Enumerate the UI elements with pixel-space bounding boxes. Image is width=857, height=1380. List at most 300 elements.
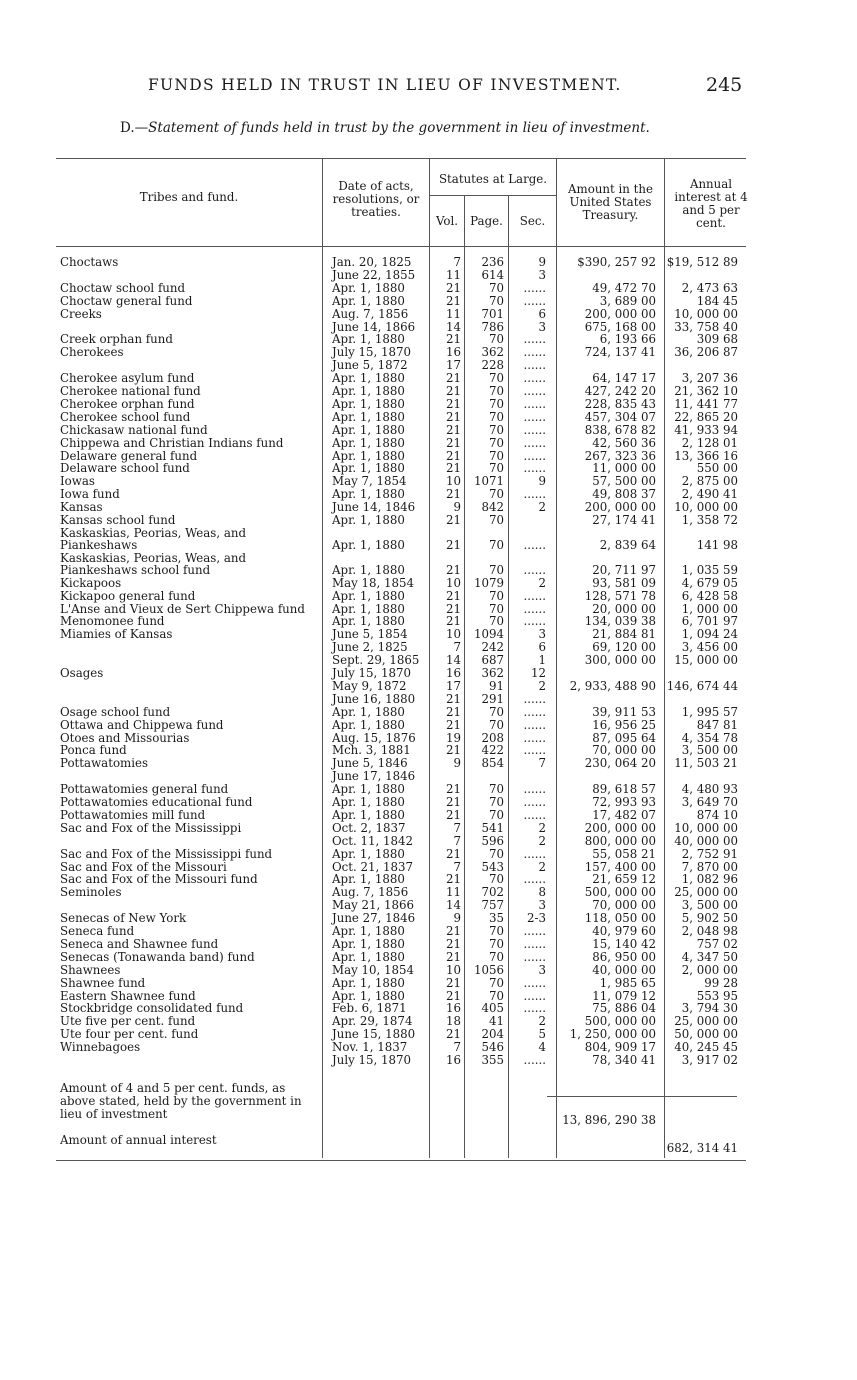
amount-cell: 89, 618 57 [592,782,656,797]
page-cell: 228 [481,358,504,373]
page-cell: 70 [488,537,504,552]
date-cell: June 14, 1846 [332,500,416,515]
vol-cell: 21 [445,936,461,951]
interest-cell: 15, 000 00 [674,653,738,668]
table-row [0,809,857,822]
vol-cell: 16 [445,1001,461,1016]
page-cell: 757 [481,898,504,913]
date-cell: July 15, 1870 [332,1053,412,1067]
amount-cell: 75, 886 04 [592,1001,656,1016]
date-cell: June 17, 1846 [332,769,416,784]
sec-cell: ...... [523,384,546,398]
amount-cell: 49, 472 70 [592,280,656,295]
date-cell: June 5, 1846 [332,756,408,771]
page-cell: 70 [488,795,504,809]
tribe-cell: Seminoles [60,886,122,900]
date-cell: June 16, 1880 [332,691,416,706]
table-row [0,269,857,282]
date-cell: Oct. 11, 1842 [332,833,414,848]
vol-cell: 21 [445,293,461,308]
vol-cell: 7 [453,820,461,835]
sec-cell: ...... [523,487,546,502]
tribe-cell: Senecas of New York [60,912,187,926]
date-cell: Apr. 1, 1880 [332,537,405,552]
tribe-cell: Sac and Fox of the Mississippi fund [60,847,273,861]
col-header-vol: Vol. [435,214,459,228]
table-title-prefix: D.— [120,120,149,136]
page-cell: 1094 [473,627,504,642]
interest-cell: 553 95 [696,988,738,1003]
vol-cell: 10 [445,474,461,489]
tribe-cell: Kickapoos [60,576,122,590]
sec-cell: 2 [538,500,546,515]
amount-cell: 230, 064 20 [584,756,656,771]
tribe-cell: Otoes and Missourias [60,731,190,745]
page-cell: 70 [488,807,504,822]
page-cell: 70 [488,924,504,938]
tribe-cell: Pottawatomies mill fund [60,808,206,822]
sec-cell: 2 [538,820,546,835]
vol-cell: 11 [445,306,461,321]
tribe-cell: Senecas (Tonawanda band) fund [60,950,255,964]
page-cell: 91 [488,678,504,693]
sec-cell: 12 [530,666,546,680]
date-cell: Apr. 1, 1880 [332,371,405,386]
amount-cell: 42, 560 36 [592,435,656,450]
interest-cell: 2, 128 01 [681,435,738,450]
date-cell: Apr. 1, 1880 [332,717,405,732]
total-amount-label: Amount of 4 and 5 per cent. funds, as above stated, held by the government in lieu of investment [60,1082,302,1121]
amount-cell: 27, 174 41 [592,513,656,527]
page-cell: 355 [481,1053,504,1067]
page-cell: 70 [488,949,504,964]
amount-cell: 724, 137 41 [584,345,656,360]
vol-cell: 10 [445,575,461,590]
page-cell: 204 [481,1027,504,1042]
vol-cell: 21 [445,743,461,758]
table-row [0,437,857,450]
sec-cell: ...... [523,345,546,360]
table-row [0,398,857,411]
date-cell: Apr. 1, 1880 [332,384,405,398]
header-bottom-rule [56,246,746,247]
table-row [0,757,857,770]
vol-cell: 7 [453,255,461,269]
page-cell: 70 [488,872,504,887]
page-cell: 70 [488,588,504,603]
page-cell: 70 [488,448,504,463]
date-cell: Apr. 1, 1880 [332,396,405,411]
table-row [0,424,857,437]
total-interest-label: Amount of annual interest [60,1134,217,1147]
date-cell: June 2, 1825 [332,640,408,655]
page-cell: 70 [488,396,504,411]
tribe-cell: Creek orphan fund [60,333,173,347]
sec-cell: ...... [523,562,546,577]
tribe-cell: Choctaw school fund [60,281,186,295]
interest-cell: 1, 035 59 [681,562,738,577]
sec-cell: ...... [523,846,546,861]
tribe-cell: Kansas [60,501,103,515]
page-cell: 70 [488,562,504,577]
sec-cell: 2 [538,833,546,848]
table-row [0,514,857,527]
table-row [0,977,857,990]
page-cell: 70 [488,614,504,629]
interest-cell: 847 81 [696,717,738,732]
amount-cell: 11, 079 12 [592,988,656,1003]
table-row [0,256,857,269]
page-cell: 362 [481,666,504,680]
date-cell: Apr. 1, 1880 [332,461,405,476]
amount-cell: 16, 956 25 [592,717,656,732]
amount-cell: 2, 933, 488 90 [569,678,656,693]
page-cell: 70 [488,409,504,424]
page-cell: 70 [488,846,504,861]
date-cell: Apr. 1, 1880 [332,795,405,809]
page-cell: 41 [488,1014,504,1029]
page-cell: 687 [481,653,504,668]
page-cell: 70 [488,513,504,527]
table-row [0,835,857,848]
sec-cell: ...... [523,601,546,616]
interest-cell: 141 98 [696,537,738,552]
date-cell: Aug. 7, 1856 [332,306,409,321]
vol-cell: 21 [445,487,461,502]
vol-cell: 14 [445,319,461,334]
interest-cell: 10, 000 00 [674,500,738,515]
sec-cell: 2 [538,678,546,693]
sec-cell: ...... [523,936,546,951]
date-cell: Apr. 1, 1880 [332,332,405,347]
page-cell: 208 [481,730,504,745]
sec-cell: ...... [523,409,546,424]
vol-cell: 21 [445,717,461,732]
amount-cell: 228, 835 43 [584,396,656,411]
vol-cell: 21 [445,422,461,437]
sec-cell: 4 [538,1040,546,1055]
interest-cell: $19, 512 89 [666,255,738,269]
tribe-cell: Shawnee fund [60,976,146,990]
interest-cell: 3, 500 00 [681,898,738,913]
interest-cell: 4, 347 50 [681,949,738,964]
col-header-interest: Annual interest at 4 and 5 per cent. [674,177,748,230]
tribe-cell: Kickapoo general fund [60,589,196,603]
vol-cell: 14 [445,898,461,913]
interest-cell: 40, 000 00 [674,833,738,848]
sec-cell: ...... [523,614,546,629]
sec-cell: ...... [523,371,546,386]
interest-cell: 1, 995 57 [681,704,738,719]
interest-cell: 2, 875 00 [681,474,738,489]
date-cell: Oct. 2, 1837 [332,820,406,835]
date-cell: June 27, 1846 [332,911,416,926]
sec-cell: 9 [538,474,546,489]
date-cell: June 22, 1855 [332,267,416,282]
vol-cell: 21 [445,280,461,295]
date-cell: Feb. 6, 1871 [332,1001,407,1016]
sec-cell: ...... [523,795,546,809]
page-cell: 70 [488,936,504,951]
date-cell: Apr. 1, 1880 [332,435,405,450]
sec-cell: 9 [538,255,546,269]
amount-cell: 1, 250, 000 00 [569,1027,656,1042]
page-cell: 422 [481,743,504,758]
table-row [0,308,857,321]
date-cell: June 15, 1880 [332,1027,416,1042]
page-cell: 1079 [473,575,504,590]
interest-cell: 1, 094 24 [681,627,738,642]
page-cell: 596 [481,833,504,848]
date-cell: Jan. 20, 1825 [332,255,412,269]
sec-cell: ...... [523,396,546,411]
sec-cell: ...... [523,988,546,1003]
amount-cell: 20, 711 97 [592,562,656,577]
tribe-cell: Pottawatomies educational fund [60,796,253,809]
tribe-cell: Choctaws [60,256,119,269]
tribe-cell: Sac and Fox of the Mississippi [60,821,242,835]
vol-cell: 21 [445,537,461,552]
sec-cell: 3 [538,627,546,642]
amount-cell: 157, 400 00 [584,859,656,874]
interest-cell: 50, 000 00 [674,1027,738,1042]
table-row [0,526,857,552]
vol-cell: 16 [445,666,461,680]
amount-cell: 72, 993 93 [592,795,656,809]
date-cell: Mch. 3, 1881 [332,743,411,758]
amount-cell: 70, 000 00 [592,743,656,758]
amount-cell: 118, 050 00 [584,911,656,926]
interest-cell: 25, 000 00 [674,885,738,900]
col-header-date: Date of acts, resolutions, or treaties. [332,179,420,219]
vol-cell: 17 [445,678,461,693]
interest-cell: 757 02 [696,936,738,951]
date-cell: Apr. 1, 1880 [332,448,405,463]
amount-cell: 804, 909 17 [584,1040,656,1055]
running-header: FUNDS HELD IN TRUST IN LIEU OF INVESTMENT. [148,76,622,94]
date-cell: Apr. 1, 1880 [332,293,405,308]
amount-cell: 40, 000 00 [592,962,656,977]
interest-cell: 13, 366 16 [674,448,738,463]
sec-cell: ...... [523,461,546,476]
date-cell: Apr. 29, 1874 [332,1014,413,1029]
sec-cell: ...... [523,717,546,732]
date-cell: Apr. 1, 1880 [332,588,405,603]
vol-cell: 16 [445,1053,461,1067]
vol-cell: 21 [445,332,461,347]
amount-cell: 457, 304 07 [584,409,656,424]
page-cell: 405 [481,1001,504,1016]
vol-cell: 21 [445,461,461,476]
tribe-cell: Seneca and Shawnee fund [60,937,219,951]
interest-cell: 2, 473 63 [681,280,738,295]
tribe-cell: Seneca fund [60,925,135,938]
interest-cell: 25, 000 00 [674,1014,738,1029]
sec-cell: ...... [523,704,546,719]
interest-cell: 22, 865 20 [674,409,738,424]
vol-cell: 21 [445,691,461,706]
vol-cell: 10 [445,962,461,977]
tribe-cell: Menomonee fund [60,615,165,629]
vol-cell: 9 [453,911,461,926]
page-cell: 70 [488,601,504,616]
vol-cell: 21 [445,513,461,527]
amount-cell: 134, 039 38 [584,614,656,629]
sec-cell: 6 [538,306,546,321]
page-cell: 1056 [473,962,504,977]
interest-cell: 6, 428 58 [681,588,738,603]
sec-cell: 3 [538,267,546,282]
table-row [0,346,857,359]
date-cell: May 18, 1854 [332,575,415,590]
sec-cell: 1 [538,653,546,668]
tribe-cell: Ottawa and Chippewa fund [60,718,224,732]
sec-cell: ...... [523,588,546,603]
vol-cell: 21 [445,807,461,822]
interest-cell: 3, 207 36 [681,371,738,386]
date-cell: June 5, 1872 [332,358,408,373]
amount-cell: 300, 000 00 [584,653,656,668]
vol-cell: 21 [445,988,461,1003]
interest-cell: 3, 794 30 [681,1001,738,1016]
tribe-cell: Sac and Fox of the Missouri [60,860,227,874]
amount-cell: 675, 168 00 [584,319,656,334]
sec-cell: 3 [538,898,546,913]
amount-cell: 427, 242 20 [584,384,656,398]
vol-cell: 21 [445,872,461,887]
amount-cell: 87, 095 64 [592,730,656,745]
amount-cell: 200, 000 00 [584,500,656,515]
page-cell: 70 [488,293,504,308]
date-cell: June 14, 1866 [332,319,416,334]
table-title [120,120,650,136]
interest-cell: 3, 649 70 [681,795,738,809]
date-cell: Apr. 1, 1880 [332,936,405,951]
vol-cell: 21 [445,448,461,463]
vol-cell: 21 [445,975,461,990]
amount-cell: 500, 000 00 [584,1014,656,1029]
table-row [0,680,857,693]
tribe-cell: Kansas school fund [60,514,176,527]
date-cell: July 15, 1870 [332,666,412,680]
col-header-page: Page. [470,214,503,228]
amount-cell: 21, 884 81 [592,627,656,642]
tribe-cell: Cherokee asylum fund [60,372,195,386]
tribe-cell: Miamies of Kansas [60,628,173,642]
amount-cell: 838, 678 82 [584,422,656,437]
amount-cell: 2, 839 64 [599,537,656,552]
vol-cell: 10 [445,627,461,642]
vol-cell: 7 [453,859,461,874]
vol-cell: 21 [445,782,461,797]
interest-cell: 4, 679 05 [681,575,738,590]
interest-cell: 41, 933 94 [674,422,738,437]
page-cell: 70 [488,332,504,347]
interest-cell: 146, 674 44 [666,678,738,693]
page-cell: 541 [481,820,504,835]
vol-cell: 17 [445,358,461,373]
interest-cell: 2, 752 91 [681,846,738,861]
date-cell: Apr. 1, 1880 [332,988,405,1003]
date-cell: June 5, 1854 [332,627,408,642]
date-cell: May 9, 1872 [332,678,407,693]
date-cell: Aug. 7, 1856 [332,885,409,900]
interest-cell: 99 28 [704,975,738,990]
vol-cell: 21 [445,614,461,629]
page-cell: 35 [488,911,504,926]
tribe-cell: Pottawatomies [60,757,149,771]
sec-cell: ...... [523,872,546,887]
table-row [0,295,857,308]
vol-cell: 7 [453,833,461,848]
table-row [0,282,857,295]
interest-cell: 1, 358 72 [681,513,738,527]
date-cell: July 15, 1870 [332,345,412,360]
tribe-cell: Osages [60,667,104,680]
tribe-cell: Delaware general fund [60,449,198,463]
interest-cell: 40, 245 45 [674,1040,738,1055]
page-cell: 543 [481,859,504,874]
vol-cell: 11 [445,267,461,282]
page-cell: 70 [488,975,504,990]
interest-cell: 5, 902 50 [681,911,738,926]
tribe-cell: Ponca fund [60,744,127,758]
page-cell: 70 [488,384,504,398]
table-row [0,719,857,732]
table-row [0,693,857,706]
total-amount-row [0,1082,857,1127]
tribe-cell: Sac and Fox of the Missouri fund [60,873,258,887]
amount-cell: 39, 911 53 [592,704,656,719]
page-cell: 70 [488,717,504,732]
total-amount-value: 13, 896, 290 38 [562,1113,656,1127]
sec-cell: ...... [523,293,546,308]
table-row [0,706,857,719]
sec-cell: 2 [538,575,546,590]
page-cell: 701 [481,306,504,321]
table-row [0,654,857,667]
table-row [0,551,857,577]
table-top-rule [56,158,746,159]
page-cell: 70 [488,988,504,1003]
tribe-cell: Eastern Shawnee fund [60,989,196,1003]
tribe-cell: Ute four per cent. fund [60,1028,199,1042]
sec-cell: ...... [523,1053,546,1067]
amount-cell: 200, 000 00 [584,306,656,321]
interest-cell: 2, 490 41 [681,487,738,502]
table-row [0,938,857,951]
vol-cell: 21 [445,704,461,719]
interest-cell: 36, 206 87 [674,345,738,360]
sec-cell: ...... [523,975,546,990]
page-cell: 546 [481,1040,504,1055]
date-cell: Apr. 1, 1880 [332,280,405,295]
table-row [0,951,857,964]
sec-cell: ...... [523,358,546,373]
interest-cell: 10, 000 00 [674,820,738,835]
page-cell: 70 [488,704,504,719]
vol-cell: 21 [445,1027,461,1042]
vol-cell: 7 [453,640,461,655]
amount-cell: 21, 659 12 [592,872,656,887]
date-cell: Apr. 1, 1880 [332,513,405,527]
amount-cell: 40, 979 60 [592,924,656,938]
sec-cell: ...... [523,924,546,938]
vol-cell: 21 [445,588,461,603]
col-header-statutes: Statutes at Large. [438,172,548,186]
tribe-cell: Chippewa and Christian Indians fund [60,436,284,450]
vol-cell: 21 [445,924,461,938]
